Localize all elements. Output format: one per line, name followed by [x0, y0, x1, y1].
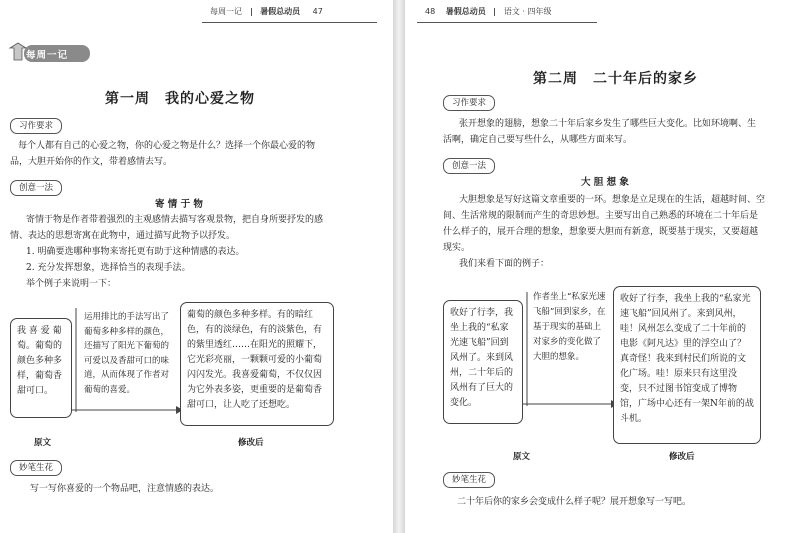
method-line: 间、生活常规的限制而产生的奇思妙想。主要写出自己熟悉的环境在二十年后是	[443, 211, 759, 221]
left-page	[0, 0, 393, 533]
practice-label: 妙笔生花	[443, 472, 495, 488]
task-line: 每个人都有自己的心爱之物，你的心爱之物是什么？选择一个你最心爱的物	[18, 141, 316, 151]
task-label: 习作要求	[10, 118, 62, 134]
practice-text: 写一写你喜爱的一个物品吧，注意情感的表达。	[30, 484, 220, 494]
original-text-box: 我 喜 爱 葡萄。葡萄的颜色多种多样，葡萄香甜可口。	[10, 318, 72, 418]
page-number: 47	[312, 7, 323, 16]
right-header	[425, 6, 551, 17]
caption-revised: 修改后	[238, 438, 264, 448]
method-line: 什么样子的，展开合理的想象，想象要大胆而有新意，既要基于现实，又要超越	[443, 227, 759, 237]
header-subject: 语文 · 四年级	[503, 7, 552, 16]
transform-arrow-icon	[72, 300, 184, 420]
transform-arrow-icon	[523, 284, 619, 414]
example-intro: 我们来看下面的例子：	[459, 259, 550, 269]
method-line: 情、表达的思想寄寓在此物中，通过描写此物予以抒发。	[10, 231, 236, 241]
method-title: 大 胆 想 象	[581, 177, 629, 188]
point-item: 2. 充分发挥想象，选择恰当的表现手法。	[26, 263, 191, 273]
task-text	[10, 138, 315, 170]
page-title: 第一周 我的心爱之物	[105, 91, 255, 107]
method-label: 创意一法	[443, 158, 495, 174]
caption-original: 原文	[34, 438, 52, 448]
original-text-box: 收好了行李，我坐上我的“私家光速飞船”回到风州了。来到风州，二十年后的风州有了巨大的变化。	[443, 300, 523, 424]
practice-label: 妙笔生花	[10, 460, 62, 476]
task-line: 张开想象的翅膀，想象二十年后家乡发生了哪些巨大变化。比如环境啊、生	[459, 119, 757, 129]
method-title: 寄 情 于 物	[155, 199, 203, 210]
revised-text-box: 收好了行李，我坐上我的“私家光速飞船”回风州了。来到风州，哇！风州怎么变成了二十年前的电影《阿凡达》里的浮空山了？真奇怪！我来到村民们所说的文化广场。哇！原来只有这里没变，只不过图书馆变成了博物馆，广场中心还有一架N年前的战斗机。	[613, 286, 761, 444]
header-section: 每周一记	[210, 7, 242, 16]
task-line: 品，大胆开始你的作文，带着感情去写。	[10, 157, 173, 167]
left-header	[210, 6, 323, 17]
page-title: 第二周 二十年后的家乡	[533, 71, 698, 87]
method-label: 创意一法	[10, 180, 62, 196]
page-number: 48	[425, 7, 436, 16]
arrow-note: 作者坐上“私家光速飞船”回到家乡，在基于现实的基础上对家乡的变化做了大胆的想象。	[533, 292, 606, 362]
method-line: 寄情于物是作者带着强烈的主观感情去描写客观景物，把自身所要抒发的感	[26, 215, 324, 225]
book-gutter	[393, 0, 405, 533]
task-line: 活啊，确定自己要写些什么，从哪些方面来写。	[443, 135, 633, 145]
method-text	[10, 212, 323, 292]
task-text	[443, 116, 756, 148]
method-line: 现实。	[443, 243, 471, 253]
arrow-note: 运用排比的手法写出了葡萄多种多样的颜色，还描写了阳光下葡萄的可爱以及香甜可口的味道，从而体现了作者对葡萄的喜爱。	[84, 312, 170, 395]
revised-text-box: 葡萄的颜色多种多样。有的暗红色，有的淡绿色，有的淡紫色，有的紫里透红……在阳光的照耀下，它光彩亮丽，一颗颗可爱的小葡萄闪闪发光。我喜爱葡萄，不仅仅因为它外表多姿，更重要的是葡萄香甜可口，让人吃了还想吃。	[180, 302, 334, 426]
task-label: 习作要求	[443, 95, 495, 111]
point-item: 1. 明确要选哪种事物来寄托更有助于这种情感的表达。	[26, 247, 245, 257]
caption-original: 原文	[513, 452, 531, 462]
right-page	[405, 0, 800, 533]
practice-text: 二十年后你的家乡会变成什么样子呢？展开想象写一写吧。	[457, 497, 692, 507]
example-intro: 举个例子来说明一下：	[26, 279, 117, 289]
caption-revised: 修改后	[669, 452, 695, 462]
weekly-badge-label: 每周一记	[26, 50, 69, 61]
method-line: 大胆想象是写好这篇文章重要的一环。想象是立足现在的生活，超越时间、空	[459, 195, 766, 205]
header-book: 暑假总动员	[260, 7, 301, 16]
header-book: 暑假总动员	[445, 7, 486, 16]
method-text	[443, 192, 765, 272]
